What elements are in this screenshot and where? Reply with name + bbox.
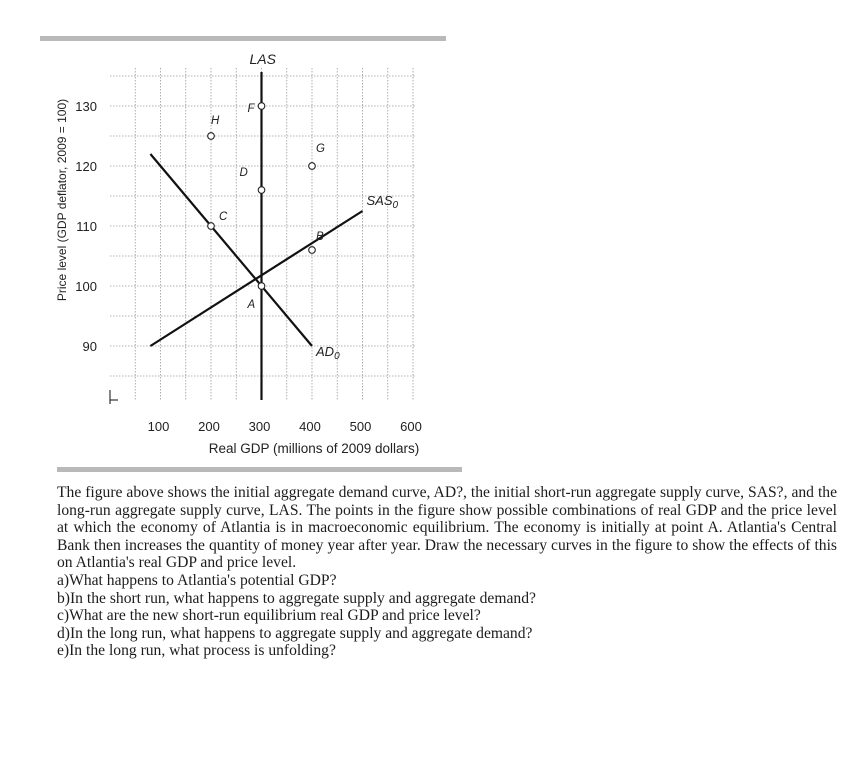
y-tick-label: 110 <box>76 219 97 234</box>
point-g <box>309 163 316 170</box>
question-text <box>57 484 837 660</box>
chart-tick-labels <box>75 99 422 434</box>
point-b <box>309 247 316 254</box>
y-tick-label: 120 <box>75 159 97 174</box>
point-label-d: D <box>239 167 248 179</box>
question-b: b)In the short run, what happens to aggregate supply and aggregate demand? <box>57 589 536 607</box>
x-tick-label: 100 <box>147 419 170 434</box>
point-f <box>258 103 265 110</box>
y-tick-label: 90 <box>82 339 97 354</box>
point-a <box>258 283 265 290</box>
chart-axes <box>110 390 118 404</box>
x-tick-label: 400 <box>299 419 321 434</box>
sas0-label: $SAS_0$ <box>366 193 399 211</box>
point-label-h: H <box>211 115 220 127</box>
sas0-label-subscript: 0 <box>392 200 399 211</box>
y-tick-label: 130 <box>75 99 97 114</box>
ad0-line <box>150 154 312 346</box>
ad0-label: $AD_0$ <box>316 344 340 362</box>
y-tick-label: 100 <box>75 279 97 294</box>
las-label: LAS <box>249 51 276 67</box>
question-intro: The figure above shows the initial aggregate demand curve, AD?, the initial short-run aggregate supply curve, SAS?, and the long-run aggregate supply curve, LAS. The points in the figure show possible combinations of real GDP and the price level at which the economy of Atlantia is in macroeconomic equilibrium. The economy is initially at point A. Atlantia's Central Bank then increases the quantity of money year after year. Draw the necessary curves in the figure to show the effects of this on Atlantia's real GDP and price level. <box>57 484 837 572</box>
point-d <box>258 187 265 194</box>
point-label-f: F <box>247 103 255 115</box>
point-h <box>208 133 215 140</box>
x-axis-label: Real GDP (millions of 2009 dollars) <box>208 441 420 456</box>
point-label-g: G <box>316 143 325 155</box>
x-tick-label: 300 <box>248 419 271 434</box>
y-axis-label: Price level (GDP deflator, 2009 = 100) <box>55 98 69 302</box>
point-label-a: A <box>247 299 256 311</box>
point-label-b: B <box>316 231 324 243</box>
ad0-label-subscript: 0 <box>334 351 340 362</box>
point-c <box>208 223 215 230</box>
x-tick-label: 200 <box>198 419 220 434</box>
question-a: a)What happens to Atlantia's potential GDP? <box>57 571 337 589</box>
x-tick-label: 500 <box>349 419 372 434</box>
chart-points <box>208 103 325 311</box>
question-e: e)In the long run, what process is unfolding? <box>57 642 336 660</box>
question-d: d)In the long run, what happens to aggregate supply and aggregate demand? <box>57 624 533 642</box>
question-c: c)What are the new short-run equilibrium real GDP and price level? <box>57 607 481 625</box>
point-label-c: C <box>219 211 228 223</box>
x-tick-label: 600 <box>400 419 422 434</box>
chart-curves <box>150 51 398 400</box>
